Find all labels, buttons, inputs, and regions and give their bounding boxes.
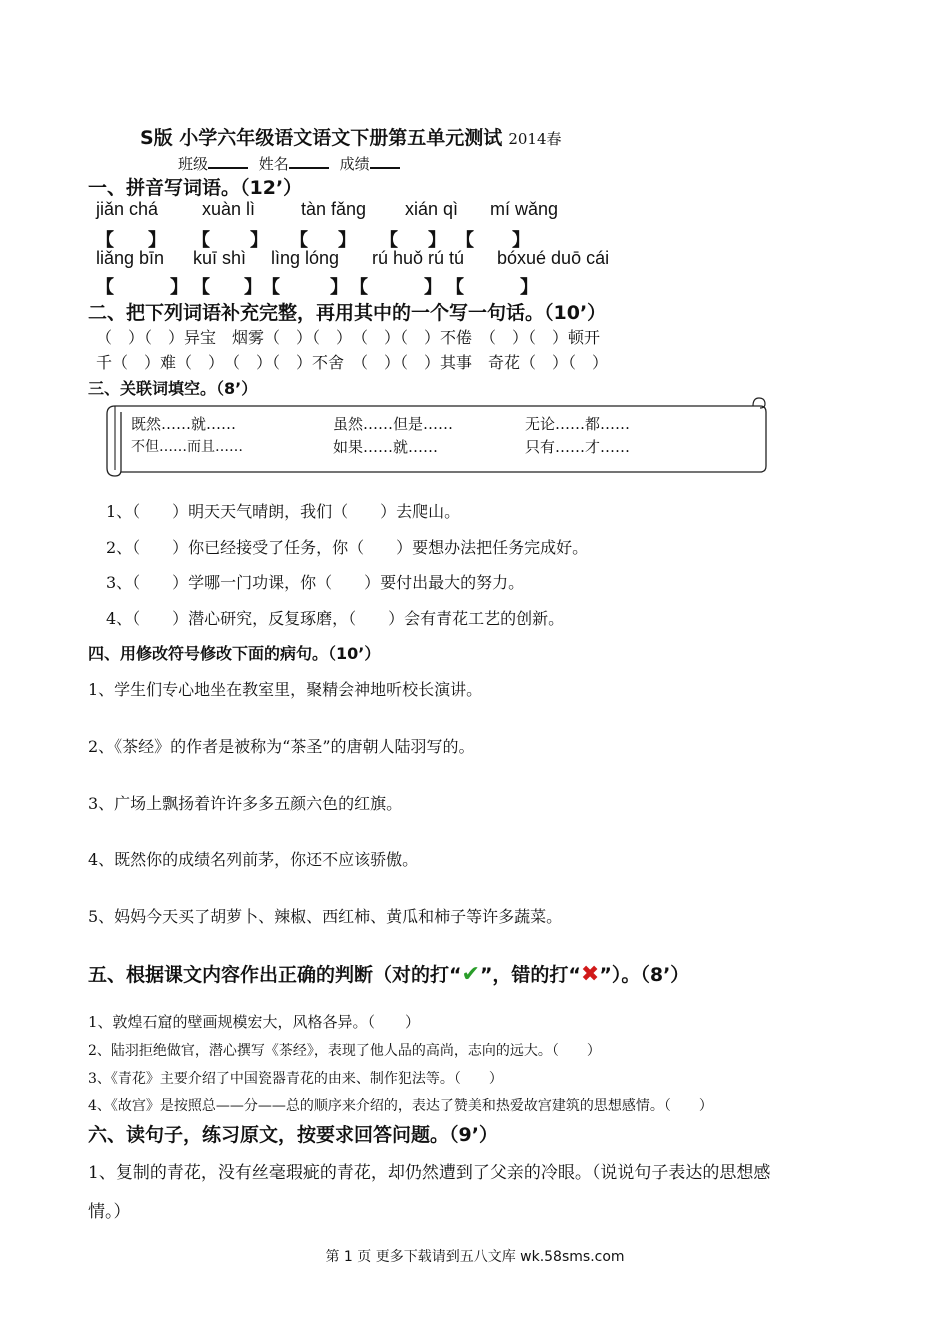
conjunction-question: 4、（ ）潜心研究，反复琢磨，（ ）会有青花工艺的创新。 bbox=[106, 609, 565, 628]
student-info bbox=[178, 153, 400, 174]
sick-sentence: 1、学生们专心地坐在教室里，聚精会神地听校长演讲。 bbox=[88, 680, 483, 699]
answer-bracket-close: 】 bbox=[520, 277, 538, 298]
answer-bracket-open: 【 bbox=[380, 230, 398, 251]
pinyin-item: bóxué duō cái bbox=[497, 248, 610, 268]
pinyin-item: xián qì bbox=[405, 199, 459, 219]
answer-bracket-close: 】 bbox=[244, 277, 262, 298]
conjunction-pair: 只有……才…… bbox=[525, 438, 631, 456]
reading-question-cont: 情。） bbox=[88, 1202, 131, 1222]
answer-bracket-close: 】 bbox=[330, 277, 348, 298]
title-text: S版 小学六年级语文语文下册第五单元测试 bbox=[140, 127, 503, 149]
conjunction-pair: 不但……而且…… bbox=[131, 439, 243, 455]
answer-bracket-open: 【 bbox=[350, 277, 368, 298]
pinyin-item: rú huǒ rú tú bbox=[372, 248, 465, 268]
conjunction-question: 3、（ ）学哪一门功课，你（ ）要付出最大的努力。 bbox=[106, 573, 525, 592]
idiom-fill-line: 千（ ）难（ ） （ ）（ ）不舍 （ ）（ ）其事 奇花（ ）（ ） bbox=[96, 353, 609, 372]
name-label: 姓名 bbox=[258, 155, 289, 173]
answer-bracket-open: 【 bbox=[96, 277, 114, 298]
idiom-fill-line: （ ）（ ）异宝 烟雾（ ）（ ） （ ）（ ）不倦 （ ）（ ）顿开 bbox=[96, 328, 601, 347]
score-blank[interactable] bbox=[370, 153, 400, 169]
score-label: 成绩 bbox=[339, 155, 370, 173]
pinyin-item: jiǎn chá bbox=[96, 199, 159, 219]
title-year: 2014春 bbox=[508, 130, 562, 148]
sick-sentence: 2、《茶经》的作者是被称为“茶圣”的唐朝人陆羽写的。 bbox=[88, 737, 475, 756]
section1-heading: 一、拼音写词语。（12’） bbox=[88, 177, 303, 199]
section5-heading-part: 五、根据课文内容作出正确的判断（对的打“ bbox=[88, 964, 462, 986]
answer-bracket-open: 【 bbox=[290, 230, 308, 251]
judge-item: 2、陆羽拒绝做官，潜心撰写《茶经》，表现了他人品的高尚，志向的远大。（ ） bbox=[88, 1043, 601, 1059]
answer-bracket-open: 【 bbox=[262, 277, 280, 298]
name-blank[interactable] bbox=[289, 153, 329, 169]
judge-item: 3、《青花》主要介绍了中国瓷器青花的由来、制作犯法等。（ ） bbox=[88, 1071, 503, 1087]
page-footer: 第 1 页 更多下载请到五八文库 wk.58sms.com bbox=[325, 1249, 625, 1265]
answer-bracket-open: 【 bbox=[192, 277, 210, 298]
class-blank[interactable] bbox=[208, 153, 248, 169]
section4-heading: 四、用修改符号修改下面的病句。（10’） bbox=[88, 644, 381, 663]
answer-bracket-open: 【 bbox=[456, 230, 474, 251]
sick-sentence: 4、既然你的成绩名列前茅，你还不应该骄傲。 bbox=[88, 850, 419, 869]
answer-bracket-close: 】 bbox=[338, 230, 356, 251]
pinyin-item: mí wǎng bbox=[490, 199, 559, 219]
check-icon: ✔ bbox=[461, 962, 480, 987]
pinyin-item: liǎng bīn bbox=[96, 248, 165, 268]
conjunction-pair: 既然……就…… bbox=[131, 415, 237, 433]
answer-bracket-close: 】 bbox=[250, 230, 268, 251]
conjunction-question: 2、（ ）你已经接受了任务，你（ ）要想办法把任务完成好。 bbox=[106, 538, 589, 557]
answer-bracket-open: 【 bbox=[446, 277, 464, 298]
answer-bracket-close: 】 bbox=[428, 230, 446, 251]
section5-heading bbox=[88, 960, 689, 987]
conjunction-scroll-box bbox=[103, 396, 768, 478]
pinyin-item: kuī shì bbox=[193, 248, 247, 268]
judge-item: 1、敦煌石窟的壁画规模宏大，风格各异。（ ） bbox=[88, 1013, 421, 1031]
answer-bracket-close: 】 bbox=[424, 277, 442, 298]
pinyin-item: tàn fǎng bbox=[301, 199, 367, 219]
section3-heading: 三、关联词填空。（8’） bbox=[88, 379, 258, 398]
conjunction-pair: 虽然……但是…… bbox=[333, 415, 454, 433]
conjunction-pair: 如果……就…… bbox=[333, 438, 439, 456]
sick-sentence: 3、广场上飘扬着许许多多五颜六色的红旗。 bbox=[88, 794, 403, 813]
answer-bracket-open: 【 bbox=[96, 230, 114, 251]
pinyin-item: xuàn lì bbox=[202, 199, 256, 219]
class-label: 班级 bbox=[178, 155, 209, 173]
reading-question: 1、复制的青花，没有丝毫瑕疵的青花，却仍然遭到了父亲的冷眼。（说说句子表达的思想感 bbox=[88, 1163, 771, 1183]
section2-heading: 二、把下列词语补充完整，再用其中的一个写一句话。（10’） bbox=[88, 302, 607, 324]
answer-bracket-close: 】 bbox=[512, 230, 530, 251]
page-title bbox=[140, 123, 562, 150]
section6-heading: 六、读句子，练习原文，按要求回答问题。（9’） bbox=[88, 1124, 498, 1146]
conjunction-pair: 无论……都…… bbox=[525, 415, 631, 433]
section5-heading-part: ”）。（8’） bbox=[599, 964, 690, 986]
answer-bracket-close: 】 bbox=[148, 230, 166, 251]
answer-bracket-close: 】 bbox=[170, 277, 188, 298]
answer-bracket-open: 【 bbox=[192, 230, 210, 251]
conjunction-question: 1、（ ）明天天气晴朗，我们（ ）去爬山。 bbox=[106, 502, 461, 521]
section5-heading-part: ”，错的打“ bbox=[479, 964, 581, 986]
cross-icon: ✖ bbox=[580, 962, 600, 987]
pinyin-item: lìng lóng bbox=[271, 248, 340, 268]
sick-sentence: 5、妈妈今天买了胡萝卜、辣椒、西红柿、黄瓜和柿子等许多蔬菜。 bbox=[88, 907, 563, 926]
judge-item: 4、《故宫》是按照总——分——总的顺序来介绍的，表达了赞美和热爱故宫建筑的思想感情。（ ） bbox=[88, 1098, 713, 1114]
